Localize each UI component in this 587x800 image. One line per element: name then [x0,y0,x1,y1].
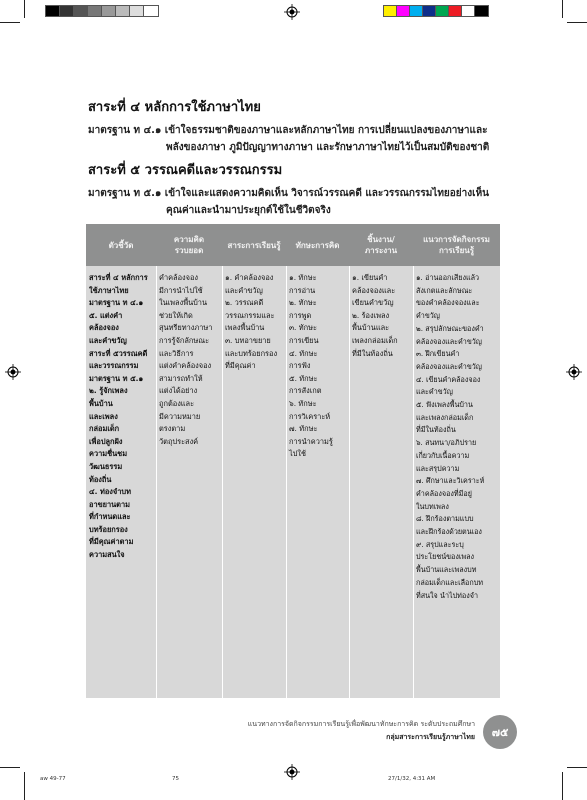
color-swatch [423,6,436,16]
footer-line: กลุ่มสาระการเรียนรู้ภาษาไทย [386,733,475,741]
cell-concept: คำคล้องจอง มีการนำไปใช้ ในเพลงพื้นบ้าน ช่วยให้เกิด สุนทรียทางภาษา การรู้จักลักษณะ และวิธีการ แต่งคำคล้องจอง สามารถทำให้ แต่งได้อย่าง ถูกต้องและ มีความหมาย ตรงตาม วัตถุประสงค์ [159,273,213,446]
column-divider [286,266,287,698]
standard-line: พลังของภาษา ภูมิปัญญาทางภาษา และรักษาภาษาไทยไว้เป็นสมบัติของชาติ [166,142,490,153]
color-swatch [74,6,88,16]
slug-right: 27/1/32, 4:31 AM [388,776,436,782]
crop-mark [567,22,587,23]
header-concept: ความคิด รวบยอด [173,235,205,255]
column-divider [222,266,223,698]
color-swatch [397,6,410,16]
section-title: สาระที่ ๔ หลักการใช้ภาษาไทย [88,100,261,115]
color-swatch [410,6,423,16]
standard-label: มาตรฐาน ท ๕.๑ [88,188,162,199]
section-title: สาระที่ ๕ วรรณคดีและวรรณกรรม [88,163,283,178]
header-activity: แนวการจัดกิจกรรม การเรียนรู้ [423,235,490,255]
standard-line: เข้าใจและแสดงความคิดเห็น วิจารณ์วรรณคดี และวรรณกรรมไทยอย่างเห็น [164,188,489,199]
registration-mark-icon [566,364,582,380]
color-swatch [46,6,60,16]
color-swatch [116,6,130,16]
standard-line: เข้าใจธรรมชาติของภาษาและหลักภาษาไทย การเปลี่ยนแปลงของภาษาและ [164,125,488,136]
color-swatch [60,6,74,16]
column-divider [349,266,350,698]
slug-center: 75 [172,776,179,782]
color-swatch [384,6,397,16]
column-divider [156,266,157,698]
crop-mark [24,772,25,800]
cell-thinking-skill: ๑. ทักษะ การอ่าน ๒. ทักษะ การพูด ๓. ทักษะ การเขียน ๔. ทักษะ การฟัง ๕. ทักษะ การสังเกต ๖. ทักษะ การวิเคราะห์ ๗. ทักษะ การนำความรู้ ไปใช้ [289,273,333,459]
cell-activity: ๑. อ่านออกเสียงแล้ว สังเกตและลักษณะ ของคำคล้องจองและ คำขวัญ ๒. สรุปลักษณะของคำ คล้องจองและคำขวัญ ๓. ฝึกเขียนคำ คล้องจองและคำขวัญ ๔. เขียนคำคล้องจอง และคำขวัญ ๕. ฟังเพลงพื้นบ้าน และเพลงกล่อมเด็ก ที่มีในท้องถิ่น ๖. สนทนา/อภิปราย เกี่ยวกับเนื้อความ และสรุปความ ๗. ศึกษาและวิเคราะห์ คำคล้องจองที่มีอยู่ ในบทเพลง ๘. ฝึกร้องตามแบบ และฝึกร้องด้วยตนเอง ๙. สรุปและระบุ ประโยชน์ของเพลง พื้นบ้านและเพลงบท กล่อมเด็กและเลือกบท ที่สนใจ นำไปท่องจำ [416,273,485,600]
standard-text [88,122,508,156]
color-bar [384,6,496,16]
color-swatch [88,6,102,16]
color-swatch [102,6,116,16]
crop-mark [562,0,563,18]
footer-line: แนวทางการจัดกิจกรรมการเรียนรู้เพื่อพัฒนาทักษะการคิด ระดับประถมศึกษา [247,720,475,728]
cell-indicator: สาระที่ ๔ หลักการ ใช้ภาษาไทย มาตรฐาน ท ๔.๑ ๕. แต่งคำ คล้องจอง และคำขวัญ สาระที่ ๕วรรณคดี และวรรณกรรม มาตรฐาน ท ๕.๑ ๒. รู้จักเพลง พื้นบ้าน และเพลง กล่อมเด็ก เพื่อปลูกฝัง ความชื่นชม วัฒนธรรม ท้องถิ่น ๔. ท่องจำบท อาขยานตาม ที่กำหนดและ บทร้อยกรอง ที่มีคุณค่าตาม ความสนใจ [89,273,148,560]
header-content: สาระการเรียนรู้ [227,240,281,250]
crop-mark [562,772,563,800]
crop-mark [0,767,20,768]
color-swatch [436,6,449,16]
crop-mark [0,22,20,23]
slug-left: aw 49-77 [40,776,66,782]
registration-mark-icon [284,764,300,780]
color-swatch [475,6,488,16]
cell-content: ๑. คำคล้องจอง และคำขวัญ ๒. วรรณคดี วรรณกรรมและ เพลงพื้นบ้าน ๓. บทอาขยาย และบทร้อยกรอง ที่มีคุณค่า [225,273,278,371]
standard-label: มาตรฐาน ท ๔.๑ [88,125,162,136]
table-header [86,224,500,266]
color-swatch [144,6,158,16]
color-swatch [462,6,475,16]
standard-line: คุณค่าและนำมาประยุกต์ใช้ในชีวิตจริง [166,205,331,216]
page-number-badge: ๗๕ [483,715,517,749]
registration-mark-icon [5,364,21,380]
color-swatch [130,6,144,16]
header-thinking-skill: ทักษะการคิด [295,240,340,250]
registration-mark-icon [284,4,300,20]
crop-mark [567,767,587,768]
header-workpiece: ชิ้นงาน/ ภาระงาน [364,235,398,255]
color-swatch [449,6,462,16]
grayscale-bar [46,6,172,16]
header-indicator: ตัวชี้วัด [108,240,134,250]
curriculum-table [86,224,500,698]
standard-text [88,185,508,219]
cell-workpiece: ๑. เขียนคำ คล้องจองและ เขียนคำขวัญ ๒. ร้องเพลง พื้นบ้านและ เพลงกล่อมเด็ก ที่มีในท้องถิ่น [352,273,398,358]
crop-mark [24,0,25,18]
column-divider [413,266,414,698]
